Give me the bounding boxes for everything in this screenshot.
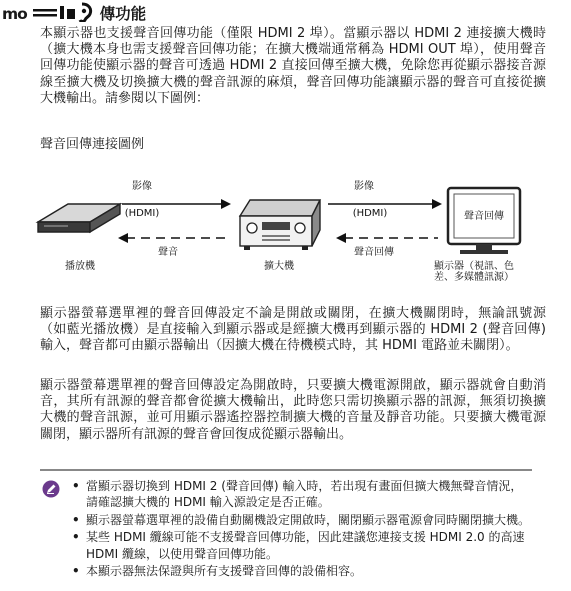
title-prefix: mo xyxy=(2,5,27,23)
notes-list xyxy=(72,478,534,580)
player-label: 播放機 xyxy=(65,261,95,272)
title-text: 傳功能 xyxy=(99,5,147,23)
body-paragraph-1: 顯示器螢幕選單裡的聲音回傳設定不論是開啟或關閉，在擴大機關閉時，無論訊號源（如藍光播放機）是直接輸入到顯示器或是經擴大機再到顯示器的 HDMI 2 (聲音回傳) 輸入，聲音都可由顯示器輸出（因擴大機在待機模式時，其 HDMI 電路並未關閉）。 xyxy=(40,306,546,354)
monitor-screen-label: 聲音回傳 xyxy=(464,211,504,222)
right-video-label: 影像 xyxy=(354,181,374,192)
left-audio-arrowhead xyxy=(118,233,128,243)
right-hdmi-label: (HDMI) xyxy=(352,208,388,219)
note-item: • 當顯示器切換到 HDMI 2 (聲音回傳) 輸入時，若出現有畫面但擴大機無聲音情況，請確認擴大機的 HDMI 輸入源設定是否正確。 xyxy=(72,478,534,511)
right-audio-arrowhead xyxy=(336,233,346,243)
left-video-arrowhead xyxy=(221,199,231,209)
monitor-label-line2: 差、多媒體訊源） xyxy=(434,272,514,282)
right-video-arrowhead xyxy=(432,199,442,209)
connection-diagram xyxy=(28,162,538,282)
pencil-note-icon xyxy=(42,480,60,498)
left-hdmi-label: (HDMI) xyxy=(124,208,160,219)
body-paragraph-2: 顯示器螢幕選單裡的聲音回傳設定為開啟時，只要擴大機電源開啟，顯示器就會自動消音，其所有訊源的聲音都會從擴大機輸出，此時您只需切換顯示器的訊源，無須切換擴大機的聲音訊源，並可用顯示器遙控器控制擴大機的音量及靜音功能。只要擴大機電源關閉，顯示器所有訊源的聲音會回復成從顯示器輸出。 xyxy=(40,378,546,442)
ear-icon xyxy=(33,2,93,22)
diagram-caption: 聲音回傳連接圖例 xyxy=(40,137,145,152)
note-item: • 顯示器螢幕選單裡的設備自動關機設定開啟時，關閉顯示器電源會同時關閉擴大機。 xyxy=(72,512,534,528)
note-divider xyxy=(40,469,532,471)
monitor-label-line1: 顯示器（視訊、色 xyxy=(434,261,514,272)
amplifier-label: 擴大機 xyxy=(264,261,294,272)
note-item: • 某些 HDMI 纜線可能不支援聲音回傳功能，因此建議您連接支援 HDMI 2.0 的高速 HDMI 纜線，以使用聲音回傳功能。 xyxy=(72,529,534,562)
player-device-icon xyxy=(38,204,120,232)
left-video-label: 影像 xyxy=(132,181,152,192)
left-audio-label: 聲音 xyxy=(158,247,178,258)
intro-paragraph: 本顯示器也支援聲音回傳功能（僅限 HDMI 2 埠）。當顯示器以 HDMI 2 連接擴大機時（擴大機本身也需支援聲音回傳功能；在擴大機端通常稱為 HDMI OUT 埠），使用聲音回傳功能使顯示器的聲音可透過 HDMI 2 直接回傳至擴大機，免除您再從顯示器接音源線至擴大機及切換擴大機的聲音訊源的麻煩，聲音回傳功能讓顯示器的聲音可直接從擴大機輸出。請參閱以下圖例： xyxy=(40,26,546,106)
page-title xyxy=(2,2,302,24)
right-audio-label: 聲音回傳 xyxy=(354,247,394,258)
note-item: • 本顯示器無法保證與所有支援聲音回傳的設備相容。 xyxy=(72,563,534,579)
amplifier-device-icon xyxy=(240,200,320,250)
